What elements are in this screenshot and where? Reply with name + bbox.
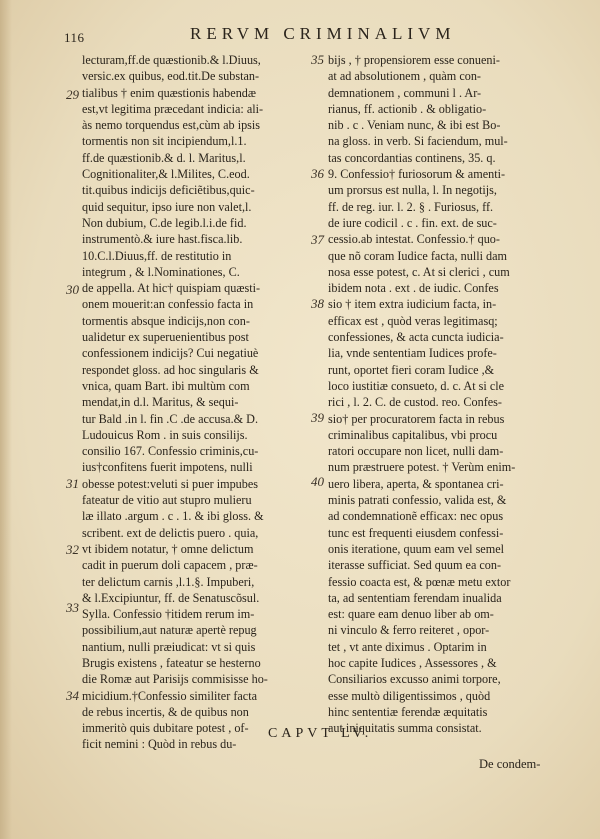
- text-line: Ludouicus Rom . in suis consilijs.: [82, 427, 248, 442]
- text-line: de iure codicil . c . fin. ext. de suc-: [328, 215, 497, 230]
- text-line: ratori occupare non licet, nulli dam-: [328, 444, 504, 459]
- text-line: die Romæ aut Parisijs commisisse ho-: [82, 672, 268, 687]
- text-line: ualidetur ex superuenientibus post: [82, 330, 249, 345]
- text-line: onis iteratione, quum eam vel semel: [328, 541, 504, 556]
- running-head: RERVM CRIMINALIVM: [190, 24, 456, 43]
- margin-number: 38: [311, 296, 324, 311]
- margin-number: 32: [66, 542, 79, 557]
- text-line: & l.Excipiuntur, ff. de Senatuscõsul.: [82, 590, 260, 605]
- text-line: ff.de quæstionib.& d. l. Maritus,l.: [82, 150, 246, 165]
- text-line: criminalibus capitalibus, vbi procu: [328, 427, 498, 442]
- text-line: possibilium,aut naturæ apertè repug: [82, 623, 257, 638]
- text-line: sio † item extra iudicium facta, in-: [328, 297, 497, 312]
- text-line: vnica, quam Bart. ibi multùm com: [82, 378, 250, 393]
- text-line: fessio coacta est, & pœnæ metu extor: [328, 574, 511, 589]
- margin-number: 36: [311, 166, 324, 181]
- margin-number: 29: [66, 87, 79, 102]
- text-line: rianus, ff. actionib . & obligatio-: [328, 101, 487, 116]
- text-line: 10.C.l.Diuus,ff. de restitutio in: [82, 248, 232, 263]
- text-line: um prorsus est nulla, l. In negotijs,: [328, 183, 497, 198]
- text-line: de rebus incertis, & de quibus non: [82, 704, 249, 719]
- text-line: integrum , & l.Nominationes, C.: [82, 264, 240, 279]
- text-line: instrumentò.& iure hast.fisca.lib.: [82, 232, 243, 247]
- chapter-heading: CAPVT LV.: [268, 726, 373, 741]
- text-line: immeritò quis dubitare potest , of-: [82, 721, 249, 736]
- text-line: ad condemnationẽ efficax: nec opus: [328, 509, 504, 524]
- text-line: micidium.†Confessio similiter facta: [82, 688, 257, 703]
- text-line: onem mouerit:an confessio facta in: [82, 297, 254, 312]
- text-line: cadit in puerum doli capacem , præ-: [82, 558, 258, 573]
- text-line: hinc sententiæ ferendæ æquitatis: [328, 704, 488, 719]
- text-line: at ad absolutionem , quàm con-: [328, 69, 481, 84]
- right-text-column: [328, 52, 568, 736]
- text-line: hoc capite Iudices , Assessores , &: [328, 655, 497, 670]
- text-line: iterasse sufficiat. Sed quum ea con-: [328, 558, 502, 573]
- margin-number: 40: [311, 474, 324, 489]
- text-line: uero libera, aperta, & spontanea cri-: [328, 476, 504, 491]
- catchword: De condem-: [479, 757, 541, 771]
- text-line: 9. Confessio† furiosorum & amenti-: [328, 167, 506, 182]
- text-line: minis patrati confessio, valida est, &: [328, 493, 507, 508]
- text-line: ibidem nota . ext . de iudic. Confes: [328, 281, 499, 296]
- text-line: loco iustitiæ consueto, d. c. At si cle: [328, 378, 505, 393]
- text-line: tunc est frequenti eiusdem confessi-: [328, 525, 504, 540]
- text-line: tur Bald .in l. fin .C .de accusa.& D.: [82, 411, 259, 426]
- text-line: na gloss. in verb. Si faciendum, mul-: [328, 134, 508, 149]
- text-line: obesse potest:veluti si puer impubes: [82, 476, 259, 491]
- text-line: bijs , † propensiorem esse conueni-: [328, 53, 500, 67]
- text-line: Consiliarios excusso animi torpore,: [328, 672, 501, 687]
- page-number: 116: [64, 30, 85, 45]
- margin-number: 34: [66, 688, 79, 703]
- text-line: demnationem , communi l . Ar-: [328, 85, 482, 100]
- margin-number: 33: [66, 600, 79, 615]
- text-line: læ illato .argum . c . 1. & ibi gloss. &: [82, 509, 264, 524]
- text-line: efficax est , quòd veras legitimasq;: [328, 313, 498, 328]
- text-line: vt ibidem notatur, † omne delictum: [82, 541, 254, 556]
- text-line: scribent. ext de delictis puero . quia,: [82, 525, 259, 540]
- text-line: ter delictum carnis ,l.1.§. Impuberi,: [82, 574, 255, 589]
- text-line: ficit nemini : Quòd in rebus du-: [82, 737, 237, 752]
- text-line: tas concordantias continens, 35. q.: [328, 150, 496, 165]
- text-line: est: quare eam denuo liber ab om-: [328, 607, 494, 622]
- margin-number: 37: [311, 232, 324, 247]
- text-line: confessionem indicijs? Cui negatiuè: [82, 346, 259, 361]
- text-line: ni vinculo & ferro reiteret , opor-: [328, 623, 490, 638]
- text-line: Sylla. Confessio †itidem rerum im-: [82, 607, 255, 622]
- left-text-column: [82, 52, 330, 753]
- text-line: Non dubium, C.de legib.l.i.de fid.: [82, 215, 247, 230]
- text-line: às nemo torquendus est,cùm ab ipsis: [82, 118, 261, 133]
- text-line: tormentis non sit incipiendum,l.1.: [82, 134, 247, 149]
- text-line: ius†confitens fuerit impotens, nulli: [82, 460, 253, 475]
- margin-number: 31: [66, 476, 79, 491]
- text-line: tormentis absque indicijs,non con-: [82, 313, 250, 328]
- text-line: est,vt legitima præcedant indicia: ali-: [82, 101, 264, 116]
- text-line: lecturam,ff.de quæstionib.& l.Diuus,: [82, 53, 261, 67]
- text-line: tialibus † enim quæstionis habendæ: [82, 85, 257, 100]
- margin-number: 39: [311, 410, 324, 425]
- text-line: consilio 167. Confessio criminis,cu-: [82, 444, 259, 459]
- text-line: de appella. At hic† quispiam quæsti-: [82, 281, 261, 296]
- text-line: versic.ex quibus, eod.tit.De substan-: [82, 69, 260, 84]
- text-line: lia, vnde sententiam Iudices profe-: [328, 346, 497, 361]
- text-line: nib . c . Veniam nunc, & ibi est Bo-: [328, 118, 501, 133]
- text-line: confessiones, & acta cuncta iudicia-: [328, 330, 504, 345]
- text-line: ff. de reg. iur. l. 2. § . Furiosus, ff.: [328, 199, 494, 214]
- text-line: respondet gloss. ad hoc singularis &: [82, 362, 259, 377]
- text-line: sio† per procuratorem facta in rebus: [328, 411, 505, 426]
- text-line: num præstruere potest. † Verùm enim-: [328, 460, 516, 475]
- margin-number: 35: [311, 52, 324, 67]
- text-line: esse multò diligentissimos , quòd: [328, 688, 491, 703]
- text-line: mendat,in d.l. Maritus, & sequi-: [82, 395, 239, 410]
- text-line: cessio.ab intestat. Confessio.† quo-: [328, 232, 500, 247]
- text-line: Cognitionaliter,& l.Milites, C.eod.: [82, 167, 250, 182]
- text-line: ta, ad sententiam ferendam inualida: [328, 590, 502, 605]
- margin-number: 30: [66, 282, 79, 297]
- text-line: Brugis existens , fateatur se hesterno: [82, 655, 261, 670]
- text-line: nantium, nulli præiudicat: vt si quis: [82, 639, 256, 654]
- text-line: runt, oportet fieri coram Iudice ,&: [328, 362, 495, 377]
- text-line: rici , l. 2. C. de custod. reo. Confes-: [328, 395, 502, 410]
- page-gutter-shadow: [0, 0, 12, 839]
- text-line: quid sequitur, ipso iure non valet,l.: [82, 199, 252, 214]
- text-line: aut iniquitatis summa consistat.: [328, 721, 482, 736]
- text-line: tet , vt ante diximus . Optarim in: [328, 639, 487, 654]
- text-line: nosa esse potest, c. At si clerici , cum: [328, 264, 510, 279]
- text-line: tit.quibus indicijs deficiẽtibus,quic-: [82, 183, 255, 198]
- text-line: fateatur de vitio aut stupro mulieru: [82, 493, 252, 508]
- text-line: que nõ coram Iudice facta, nulli dam: [328, 248, 508, 263]
